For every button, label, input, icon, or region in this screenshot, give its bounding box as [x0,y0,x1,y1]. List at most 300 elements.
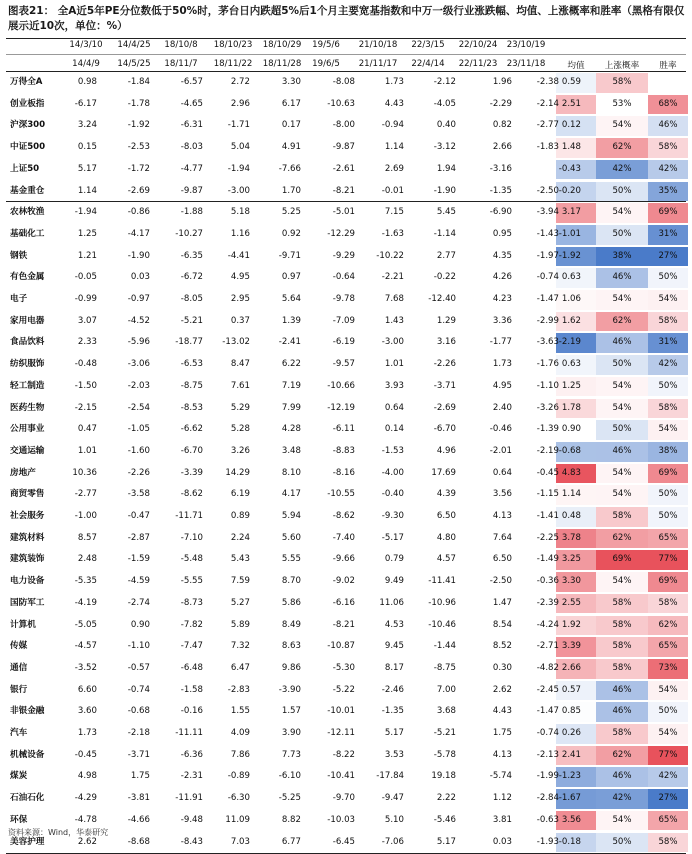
mean-cell: 1.62 [561,315,581,326]
mean-cell: -0.68 [558,445,581,456]
table-row [0,311,692,333]
value-cell: 1.29 [436,315,456,326]
mean-cell: -0.20 [558,185,581,196]
value-cell: -3.58 [127,489,150,500]
win-cell: 27% [658,793,678,804]
value-cell: 17.69 [431,467,456,478]
value-cell: -6.70 [180,445,203,456]
prob-cell: 46% [612,706,632,717]
value-cell: -5.55 [180,576,203,587]
table-row [0,246,692,268]
table-row [0,441,692,463]
table-row [0,484,692,506]
value-cell: -1.44 [433,641,456,652]
value-cell: -2.45 [536,684,559,695]
end-date-header: 14/4/9 [72,59,100,69]
row-label: 创业板指 [10,98,45,109]
value-cell: 5.86 [281,597,301,608]
value-cell: -6.17 [74,98,97,109]
value-cell: -1.53 [381,445,404,456]
value-cell: -10.55 [327,489,355,500]
value-cell: 7.61 [230,380,250,391]
value-cell: 0.89 [230,511,250,521]
value-cell: 3.30 [281,77,301,87]
start-date-header: 18/10/8 [164,40,198,50]
value-cell: -1.14 [433,228,456,239]
value-cell: 4.80 [436,532,456,543]
end-date-header: 18/11/28 [262,59,302,69]
value-cell: -5.78 [433,749,456,760]
value-cell: -1.35 [381,706,404,717]
value-cell: -3.26 [536,402,559,413]
value-cell: -0.46 [489,424,512,435]
win-cell: 50% [658,489,678,500]
mean-cell: 1.48 [561,142,581,153]
value-cell: -5.96 [127,337,150,348]
table-row [0,549,692,571]
value-cell: -2.15 [74,402,97,413]
table-row [0,115,692,137]
value-cell: 4.35 [492,250,512,261]
table-row [0,745,692,767]
value-cell: -5.22 [332,684,355,695]
mean-cell: 4.83 [561,467,581,478]
value-cell: -2.77 [74,489,97,500]
value-cell: -6.62 [180,424,203,435]
win-cell: 77% [658,749,678,760]
value-cell: -0.05 [74,272,97,283]
value-cell: -2.25 [536,532,559,543]
value-cell: 6.22 [281,359,301,370]
value-cell: 5.55 [281,554,301,565]
value-cell: 1.16 [230,228,250,239]
value-cell: -2.29 [489,98,512,109]
win-cell: 42% [658,771,678,782]
value-cell: 7.19 [281,380,301,391]
value-cell: -9.02 [332,576,355,587]
prob-cell: 46% [612,771,632,782]
value-cell: 5.28 [230,424,250,435]
value-cell: 1.55 [230,706,250,717]
prob-cell: 42% [612,793,632,804]
value-cell: -2.61 [332,163,355,174]
table-row [0,332,692,354]
table-row [0,181,692,203]
value-cell: -6.90 [489,207,512,218]
row-label: 电子 [10,294,28,304]
value-cell: 3.48 [281,445,301,456]
start-date-header: 18/10/29 [262,40,302,50]
value-cell: -2.69 [433,402,456,413]
start-date-header: 18/10/23 [213,40,253,50]
value-cell: 7.03 [230,836,250,847]
mean-cell: 2.51 [561,98,581,109]
value-cell: -2.26 [127,467,150,478]
header-rule [6,54,686,55]
value-cell: 8.10 [281,467,301,478]
value-cell: -0.89 [227,771,250,782]
value-cell: -6.35 [180,250,203,261]
table-row [0,72,692,94]
value-cell: -7.82 [180,619,203,630]
table-row [0,202,692,224]
win-cell [648,72,688,94]
win-cell: 65% [658,532,678,543]
prob-cell: 46% [612,337,632,348]
mean-cell: 0.90 [561,424,581,435]
end-date-header: 19/6/5 [312,59,340,69]
value-cell: 14.29 [225,467,250,478]
value-cell: 3.60 [77,706,97,717]
win-cell: 65% [658,814,678,825]
value-cell: -1.10 [127,641,150,652]
value-cell: 4.13 [492,749,512,760]
value-cell: -1.43 [536,228,559,239]
value-cell: 19.18 [431,771,456,782]
value-cell: -0.48 [74,359,97,370]
mean-cell: -1.01 [558,228,581,239]
mean-cell: 3.56 [561,814,581,825]
start-date-header: 23/10/19 [506,40,546,50]
value-cell: 1.14 [384,142,404,153]
value-cell: -2.77 [536,120,559,131]
value-cell: -2.31 [180,771,203,782]
value-cell: -10.01 [327,706,355,717]
row-label: 钢铁 [10,250,28,261]
mean-cell: 3.17 [561,207,581,218]
value-cell: 5.94 [281,511,301,521]
table-row [0,159,692,181]
value-cell: -9.71 [278,250,301,261]
win-cell: 58% [658,142,678,153]
value-cell: -7.66 [278,163,301,174]
win-cell: 69% [658,467,678,478]
value-cell: -8.68 [127,836,150,847]
row-label: 万得全A [10,77,43,87]
value-cell: 4.98 [77,771,97,782]
prob-cell: 62% [612,142,632,153]
value-cell: -2.87 [127,532,150,543]
value-cell: -8.08 [332,77,355,87]
start-date-header: 14/3/10 [69,40,103,50]
value-cell: -2.46 [381,684,404,695]
prob-cell: 50% [612,185,632,196]
value-cell: -4.57 [74,641,97,652]
value-cell: -8.62 [332,511,355,521]
value-cell: 1.39 [281,315,301,326]
prob-cell: 58% [612,597,632,608]
value-cell: 10.36 [72,467,97,478]
value-cell: 3.26 [230,445,250,456]
win-cell: 73% [658,662,678,673]
value-cell: -3.94 [536,207,559,218]
value-cell: 6.60 [77,684,97,695]
value-cell: 8.17 [384,662,404,673]
value-cell: 7.99 [281,402,301,413]
chart-title: 图表21： 全A近5年PE分位数低于50%时，茅台日内跌超5%后1个月主要宽基指数和中万一级行业涨跌幅、均值、上涨概率和胜率（黑格有限仅展示近10次，单位：%） [8,5,685,32]
prob-cell: 46% [612,272,632,283]
end-date-header: 14/5/25 [117,59,151,69]
value-cell: -1.49 [536,554,559,565]
row-label: 石油石化 [10,793,45,804]
value-cell: -0.74 [536,272,559,283]
row-label: 计算机 [10,619,36,630]
table-row [0,94,692,116]
row-label: 美容护理 [10,836,45,847]
value-cell: -12.40 [428,294,456,304]
value-cell: -2.69 [127,185,150,196]
value-cell: -1.93 [536,836,559,847]
value-cell: -2.50 [536,185,559,196]
row-label: 银行 [10,684,28,695]
value-cell: 5.45 [436,207,456,218]
value-cell: 4.43 [492,706,512,717]
row-label: 家用电器 [10,315,45,326]
prob-cell: 54% [612,489,632,500]
prob-cell: 38% [612,250,632,261]
mean-cell: 1.14 [561,489,581,500]
value-cell: 6.19 [230,489,250,500]
value-cell: 8.57 [77,532,97,543]
value-cell: 6.47 [230,662,250,673]
win-cell: 35% [658,185,678,196]
value-cell: 2.72 [230,77,250,87]
table-row [0,701,692,723]
value-cell: -8.16 [332,467,355,478]
value-cell: -2.41 [278,337,301,348]
value-cell: -9.48 [180,814,203,825]
win-cell: 54% [658,294,678,304]
prob-cell: 58% [612,662,632,673]
value-cell: 4.26 [492,272,512,283]
value-cell: 0.79 [384,554,404,565]
value-cell: -2.03 [127,380,150,391]
value-cell: 7.68 [384,294,404,304]
mean-cell: 0.57 [561,684,581,695]
value-cell: -8.53 [180,402,203,413]
row-label: 非银金融 [10,706,45,717]
value-cell: -11.71 [175,511,203,521]
value-cell: -9.30 [381,511,404,521]
row-label: 医药生物 [10,402,45,413]
value-cell: 3.16 [436,337,456,348]
value-cell: 0.95 [492,228,512,239]
value-cell: 1.43 [384,315,404,326]
value-cell: 0.14 [384,424,404,435]
value-cell: 2.66 [492,142,512,153]
value-cell: -5.74 [489,771,512,782]
value-cell: -4.77 [180,163,203,174]
win-cell: 62% [658,619,678,630]
value-cell: -2.18 [127,728,150,738]
value-cell: 6.50 [436,511,456,521]
value-cell: -4.00 [381,467,404,478]
prob-cell: 62% [612,315,632,326]
mean-cell: -1.23 [558,771,581,782]
value-cell: -12.29 [327,228,355,239]
value-cell: -10.22 [376,250,404,261]
prob-cell: 50% [612,836,632,847]
value-cell: 4.95 [230,272,250,283]
mean-cell: 1.92 [561,619,581,630]
row-label: 沪深300 [10,120,46,131]
value-cell: -17.84 [376,771,404,782]
value-cell: -6.72 [180,272,203,283]
prob-cell: 54% [612,814,632,825]
value-cell: -5.21 [180,315,203,326]
row-label: 商贸零售 [10,489,45,500]
row-label: 房地产 [10,467,36,478]
value-cell: 1.12 [492,793,512,804]
win-cell: 38% [658,445,678,456]
mean-cell: 0.48 [561,511,581,521]
row-label: 通信 [10,662,28,673]
value-cell: 5.27 [230,597,250,608]
value-cell: -3.16 [489,163,512,174]
win-cell: 58% [658,315,678,326]
table-row [0,354,692,376]
value-cell: 4.17 [281,489,301,500]
table-row [0,788,692,810]
value-cell: -8.83 [332,445,355,456]
value-cell: 3.81 [492,814,512,825]
value-cell: 3.93 [384,380,404,391]
value-cell: -9.29 [332,250,355,261]
value-cell: -5.48 [180,554,203,565]
prob-cell: 54% [612,294,632,304]
value-cell: -3.52 [74,662,97,673]
value-cell: -8.21 [332,619,355,630]
value-cell: -12.19 [327,402,355,413]
table-row [0,593,692,615]
value-cell: 4.53 [384,619,404,630]
value-cell: -9.70 [332,793,355,804]
value-cell: -11.91 [175,793,203,804]
start-date-header: 22/3/15 [411,40,445,50]
value-cell: -5.05 [74,619,97,630]
value-cell: -0.94 [381,120,404,131]
win-cell: 69% [658,576,678,587]
value-cell: -4.05 [433,98,456,109]
value-cell: -8.22 [332,749,355,760]
mean-cell: 2.41 [561,749,581,760]
value-cell: -8.05 [180,294,203,304]
value-cell: -1.83 [536,142,559,153]
group-separator [6,201,686,202]
value-cell: -2.14 [536,98,559,109]
value-cell: -0.86 [127,207,150,218]
value-cell [515,159,559,181]
value-cell: -2.38 [536,77,559,87]
value-cell: 7.32 [230,641,250,652]
table-row [0,289,692,311]
value-cell: 5.17 [77,163,97,174]
win-cell: 50% [658,272,678,283]
value-cell: -5.25 [278,793,301,804]
value-cell: 0.03 [492,836,512,847]
prob-cell: 54% [612,120,632,131]
value-cell: -1.76 [536,359,559,370]
value-cell: 4.39 [436,489,456,500]
value-cell: 4.13 [492,511,512,521]
value-cell: -1.58 [180,684,203,695]
value-cell: 8.47 [230,359,250,370]
prob-cell: 54% [612,467,632,478]
value-cell: 2.62 [77,836,97,847]
win-cell: 50% [658,706,678,717]
value-cell: 6.77 [281,836,301,847]
value-cell: -1.90 [127,250,150,261]
value-cell: 4.09 [230,728,250,738]
prob-header: 上涨概率 [604,61,640,71]
win-cell: 58% [658,402,678,413]
value-cell: -2.12 [433,77,456,87]
value-cell: -8.21 [332,185,355,196]
win-cell: 58% [658,597,678,608]
mean-cell: 3.78 [561,532,581,543]
mean-cell: 0.59 [561,77,581,87]
win-cell: 54% [658,424,678,435]
value-cell: -6.30 [227,793,250,804]
value-cell: -1.71 [227,120,250,131]
prob-cell: 46% [612,445,632,456]
win-cell: 31% [658,337,678,348]
value-cell: -5.01 [332,207,355,218]
value-cell: 1.01 [384,359,404,370]
value-cell: -0.64 [332,272,355,283]
end-date-header: 22/11/23 [458,59,498,69]
value-cell: 1.73 [492,359,512,370]
value-cell: -2.83 [227,684,250,695]
value-cell: 7.00 [436,684,456,695]
row-label: 食品饮料 [10,337,45,348]
value-cell: -1.78 [127,98,150,109]
value-cell: 3.56 [492,489,512,500]
value-cell: -10.27 [175,228,203,239]
value-cell: 5.25 [281,207,301,218]
value-cell: 2.22 [436,793,456,804]
value-cell: -7.10 [180,532,203,543]
end-date-header: 22/4/14 [411,59,445,69]
value-cell: 4.28 [281,424,301,435]
win-cell: 27% [658,250,678,261]
value-cell: 0.90 [130,619,150,630]
mean-cell: 3.30 [561,576,581,587]
value-cell: 0.37 [230,315,250,326]
value-cell: -4.66 [127,814,150,825]
value-cell: -6.19 [332,337,355,348]
value-cell: 0.64 [384,402,404,413]
start-date-header: 14/4/25 [117,40,151,50]
prob-cell: 58% [612,728,632,738]
value-cell: -1.41 [536,511,559,521]
start-date-header: 19/5/6 [312,40,340,50]
value-cell: -6.48 [180,662,203,673]
value-cell: -0.68 [127,706,150,717]
value-cell: 6.17 [281,98,301,109]
value-cell: -9.66 [332,554,355,565]
value-cell: -9.47 [381,793,404,804]
row-label: 上证50 [10,163,40,174]
value-cell: 4.57 [436,554,456,565]
value-cell: 3.07 [77,315,97,326]
value-cell: 8.52 [492,641,512,652]
value-cell: 4.23 [492,294,512,304]
value-cell: 2.62 [492,684,512,695]
value-cell: 1.14 [77,185,97,196]
value-cell: -3.06 [127,359,150,370]
value-cell: 5.43 [230,554,250,565]
